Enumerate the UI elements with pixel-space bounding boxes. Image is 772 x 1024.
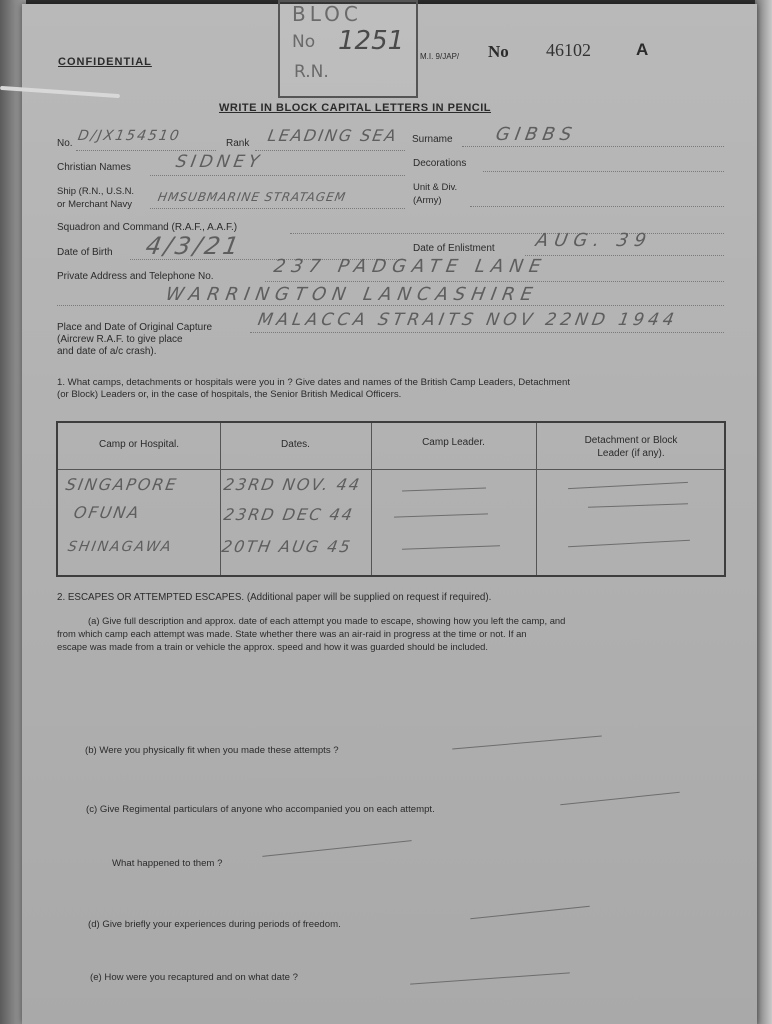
ship-label-2: or Merchant Navy	[57, 199, 132, 210]
table-row-camp: SINGAPORE	[64, 475, 180, 494]
leader-dash	[402, 545, 500, 549]
stamp-line3: R.N.	[294, 62, 329, 82]
unit-line	[470, 206, 724, 207]
enlistment-line	[525, 255, 724, 256]
section1-question-line1: 1. What camps, detachments or hospitals were you in ? Give dates and names of the British Camp Leaders, Detachment	[57, 377, 570, 388]
stamp-line2: No	[292, 32, 316, 52]
instruction-heading: WRITE IN BLOCK CAPITAL LETTERS IN PENCIL	[219, 102, 491, 114]
service-no-label: No.	[57, 138, 73, 149]
stamp-line1: BLOC	[292, 2, 362, 26]
christian-names-label: Christian Names	[57, 162, 131, 173]
col-header-camp: Camp or Hospital.	[98, 439, 180, 450]
serial-number: 46102	[546, 40, 591, 60]
address-line-2-rule	[57, 305, 724, 306]
surname-line	[462, 146, 724, 147]
decorations-label: Decorations	[413, 158, 467, 169]
address-line-2: WARRINGTON LANCASHIRE	[164, 284, 540, 305]
capture-label-3: and date of a/c crash).	[57, 346, 157, 357]
col-header-detachment-line2: Leader (if any).	[597, 448, 665, 459]
section2-a-line3: escape was made from a train or vehicle the approx. speed and how it was guarded should be included.	[57, 641, 488, 652]
section2-b: (b) Were you physically fit when you made these attempts ?	[85, 745, 339, 756]
address-label: Private Address and Telephone No.	[57, 271, 214, 282]
table-header-rule	[58, 469, 724, 470]
number-label: No	[488, 42, 509, 61]
enlistment-label: Date of Enlistment	[413, 243, 495, 254]
surname-value: GIBBS	[494, 124, 579, 145]
unit-label-2: (Army)	[413, 195, 442, 206]
decorations-line	[483, 171, 724, 172]
page-edge-right	[755, 0, 772, 1024]
section2-c: (c) Give Regimental particulars of anyone who accompanied you on each attempt.	[86, 804, 435, 815]
service-no-value: D/JX154510	[76, 128, 183, 144]
table-row-camp: OFUNA	[72, 503, 143, 522]
unit-label-1: Unit & Div.	[413, 182, 458, 193]
table-row-date: 23RD DEC 44	[222, 505, 356, 524]
section2-e: (e) How were you recaptured and on what date ?	[90, 972, 298, 983]
detachment-dash	[588, 503, 688, 507]
ship-value: HMSUBMARINE STRATAGEM	[156, 190, 348, 204]
serial-suffix: A	[636, 40, 649, 59]
leader-dash	[402, 488, 486, 492]
section2-title: 2. ESCAPES OR ATTEMPTED ESCAPES. (Additional paper will be supplied on request if required).	[57, 592, 492, 603]
capture-value: MALACCA STRAITS NOV 22ND 1944	[256, 310, 680, 330]
section2-a-line1: (a) Give full description and approx. date of each attempt you made to escape, showing how you left the camp, and	[88, 615, 566, 626]
form-reference: M.I. 9/JAP/	[420, 52, 460, 61]
address-line-1-rule	[265, 281, 724, 282]
camps-table	[56, 421, 726, 577]
stamp-number: 1251	[338, 26, 405, 56]
section1-question-line2: (or Block) Leaders or, in the case of hospitals, the Senior British Medical Officers.	[57, 389, 402, 400]
table-row-camp: SHINAGAWA	[66, 539, 174, 555]
rank-line	[255, 150, 405, 151]
leader-dash	[394, 513, 488, 517]
ship-line	[150, 208, 405, 209]
surname-label: Surname	[412, 134, 453, 145]
enlistment-value: AUG. 39	[534, 230, 654, 251]
col-header-dates: Dates.	[281, 439, 310, 450]
detachment-dash	[568, 482, 688, 489]
christian-names-value: SIDNEY	[174, 152, 265, 172]
squadron-label: Squadron and Command (R.A.F., A.A.F.)	[57, 222, 238, 233]
dob-value: 4/3/21	[143, 232, 244, 260]
col-header-camp-leader: Camp Leader.	[422, 437, 485, 448]
address-line-1: 237 PADGATE LANE	[272, 256, 549, 277]
rank-label: Rank	[226, 138, 250, 149]
capture-line	[250, 332, 724, 333]
section2-c-sub: What happened to them ?	[112, 858, 223, 869]
detachment-dash	[568, 540, 690, 547]
service-no-line	[76, 150, 216, 151]
confidential-label: CONFIDENTIAL	[58, 56, 152, 68]
section2-d: (d) Give briefly your experiences during periods of freedom.	[88, 919, 341, 930]
squadron-line	[290, 233, 724, 234]
table-row-date: 20TH AUG 45	[220, 537, 354, 556]
section2-a-line2: from which camp each attempt was made. State whether there was an air-raid in progress at the time or not. If an	[57, 628, 527, 639]
block-stamp	[278, 0, 418, 98]
ship-label-1: Ship (R.N., U.S.N.	[57, 186, 135, 197]
dob-label: Date of Birth	[57, 247, 113, 258]
col-header-detachment-line1: Detachment or Block	[584, 435, 678, 446]
capture-label-1: Place and Date of Original Capture	[57, 322, 213, 333]
table-row-date: 23RD NOV. 44	[222, 475, 363, 494]
christian-names-line	[150, 175, 405, 176]
rank-value: LEADING SEA	[266, 126, 400, 145]
capture-label-2: (Aircrew R.A.F. to give place	[57, 334, 183, 345]
